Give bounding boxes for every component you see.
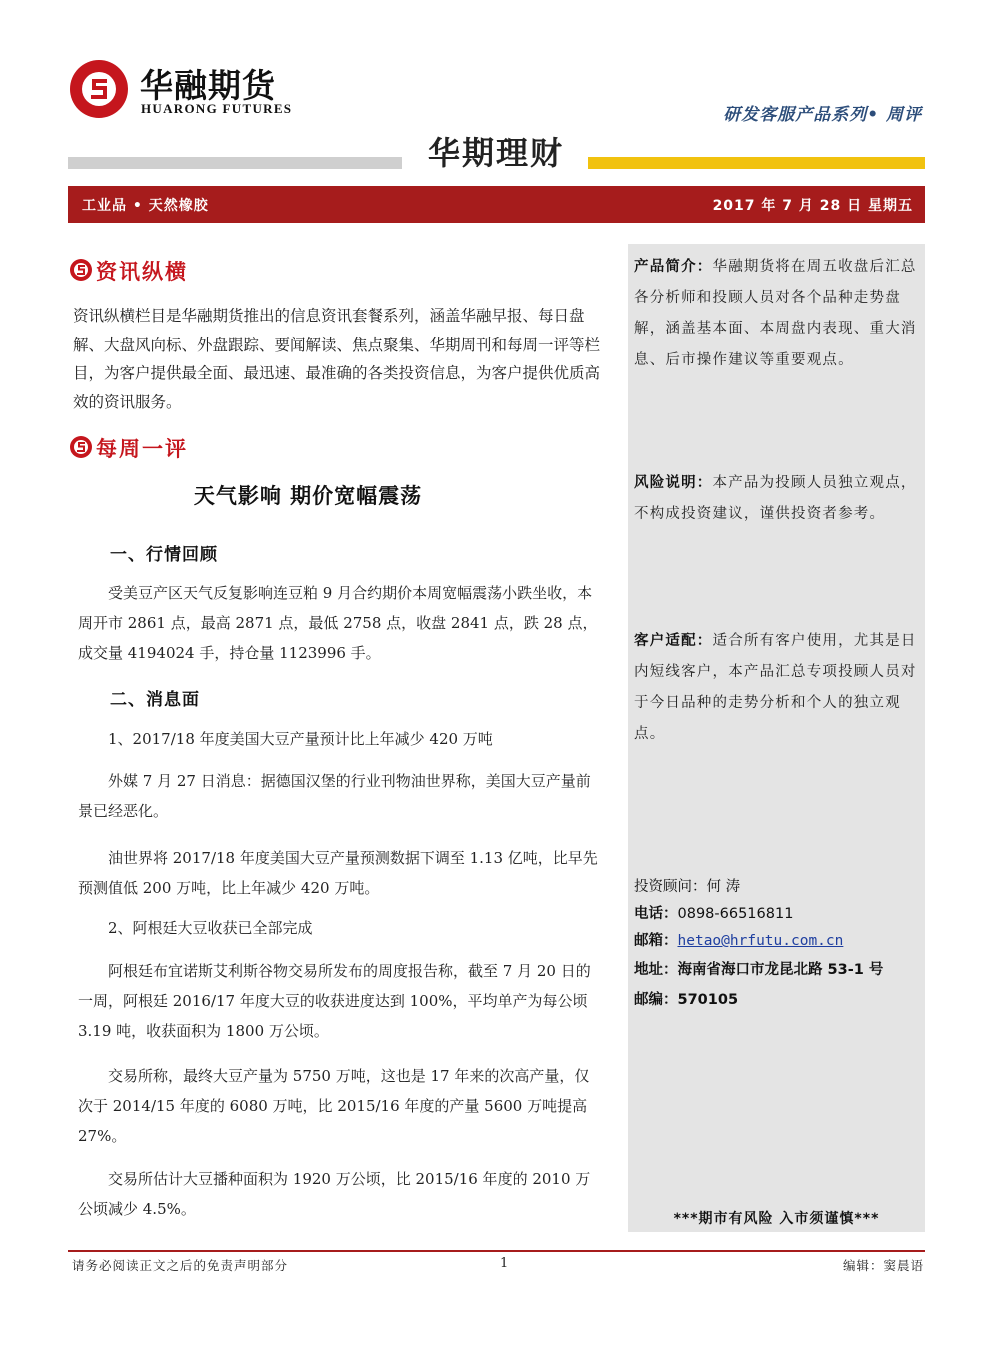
address-row [634,955,883,985]
huarong-logo-icon [70,60,128,118]
brand-name-cn: 华融期货 [140,66,276,105]
postcode-text: 570105 [677,992,739,1008]
series-label: 研发客服产品系列• 周评 [723,105,922,125]
news-item-2-paragraph-2: 交易所称，最终大豆产量为 5750 万吨，这也是 17 年来的次高产量，仅次于 2014/15 年度的 6080 万吨，比 2015/16 年度的产量 5600 万吨提高 27%。 [78,1067,590,1145]
footer-disclaimer-note: 请务必阅读正文之后的免责声明部分 [72,1258,289,1273]
news-item-2-title: 2、阿根廷大豆收获已全部完成 [108,919,313,937]
news-item-2-paragraph-1: 阿根廷布宜诺斯艾利斯谷物交易所发布的周度报告称，截至 7 月 20 日的一周，阿根廷 2016/17 年度大豆的收获进度达到 100%，平均单产为每公顷 3.19 吨，收获面积为 1800 万公顷。 [78,962,591,1040]
address-text: 海南省海口市龙昆北路 53-1 号 [677,962,884,978]
phone-number: 0898-66516811 [677,906,794,922]
postcode-label: 邮编： [634,992,678,1008]
address-label: 地址： [634,962,678,978]
risk-text: 本产品为投顾人员独立观点，不构成投资建议，谨供投资者参考。 [634,475,917,522]
section-title-weekly: 每周一评 [96,437,188,461]
section-title-news: 资讯纵横 [96,260,188,284]
subhead-market-review: 一、行情回顾 [110,545,218,565]
page-number: 1 [500,1256,509,1271]
postcode-row [634,985,738,1015]
email-label: 邮箱： [634,933,678,949]
paragraph-market-review: 受美豆产区天气反复影响连豆粕 9 月合约期价本周宽幅震荡小跌坐收，本周开市 2861 点，最高 2871 点，最低 2758 点，收盘 2841 点，跌 28 点，成交量 4194024 手，持仓量 1123996 手。 [78,584,598,662]
risk-label: 风险说明： [634,475,713,491]
news-item-2-paragraph-3: 交易所估计大豆播种面积为 1920 万公顷，比 2015/16 年度的 2010 万公顷减少 4.5%。 [78,1170,591,1218]
advisor-name: 投资顾问：何 涛 [634,879,741,895]
section-logo-icon [70,259,92,281]
category-label: 工业品 • 天然橡胶 [82,198,209,214]
footer-editor: 编辑：窦晨语 [842,1258,924,1273]
news-item-1-paragraph-1: 外媒 7 月 27 日消息：据德国汉堡的行业刊物油世界称，美国大豆产量前景已经恶化。 [78,772,591,820]
phone-row [634,899,793,929]
product-intro-label: 产品简介： [634,259,713,275]
risk-statement [634,468,924,530]
client-fit-label: 客户适配： [634,633,713,649]
client-fit [634,626,924,750]
email-row [634,926,843,956]
news-intro-text: 资讯纵横栏目是华融期货推出的信息资讯套餐系列，涵盖华融早报、每日盘解、大盘风向标、外盘跟踪、要闻解读、焦点聚集、华期周刊和每周一评等栏目，为客户提供最全面、最迅速、最准确的各类投资信息，为客户提供优质高效的资讯服务。 [73,307,601,411]
email-link[interactable]: hetao@hrfutu.com.cn [677,933,844,949]
footer-divider [68,1250,925,1252]
subhead-news: 二、消息面 [110,690,200,710]
brand-name-en: HUARONG FUTURES [141,101,293,116]
category-bar [68,186,925,223]
report-date: 2017 年 7 月 28 日 星期五 [712,198,913,214]
news-item-1-title: 1、2017/18 年度美国大豆产量预计比上年减少 420 万吨 [108,730,493,748]
product-intro-text: 华融期货将在周五收盘后汇总各分析师和投顾人员对各个品种走势盘解，涵盖基本面、本周盘内表现、重大消息、后市操作建议等重要观点。 [634,259,917,368]
news-item-1-paragraph-2: 油世界将 2017/18 年度美国大豆产量预测数据下调至 1.13 亿吨，比早先预测值低 200 万吨，比上年减少 420 万吨。 [78,849,598,897]
risk-footer: ***期市有风险 入市须谨慎*** [673,1211,880,1227]
article-title: 天气影响 期价宽幅震荡 [193,484,423,508]
product-intro [634,252,924,376]
client-fit-text: 适合所有客户使用，尤其是日内短线客户，本产品汇总专项投顾人员对于今日品种的走势分析和个人的独立观点。 [634,633,917,742]
page-title: 华期理财 [427,134,564,172]
phone-label: 电话： [634,906,678,922]
section-logo-icon [70,436,92,458]
